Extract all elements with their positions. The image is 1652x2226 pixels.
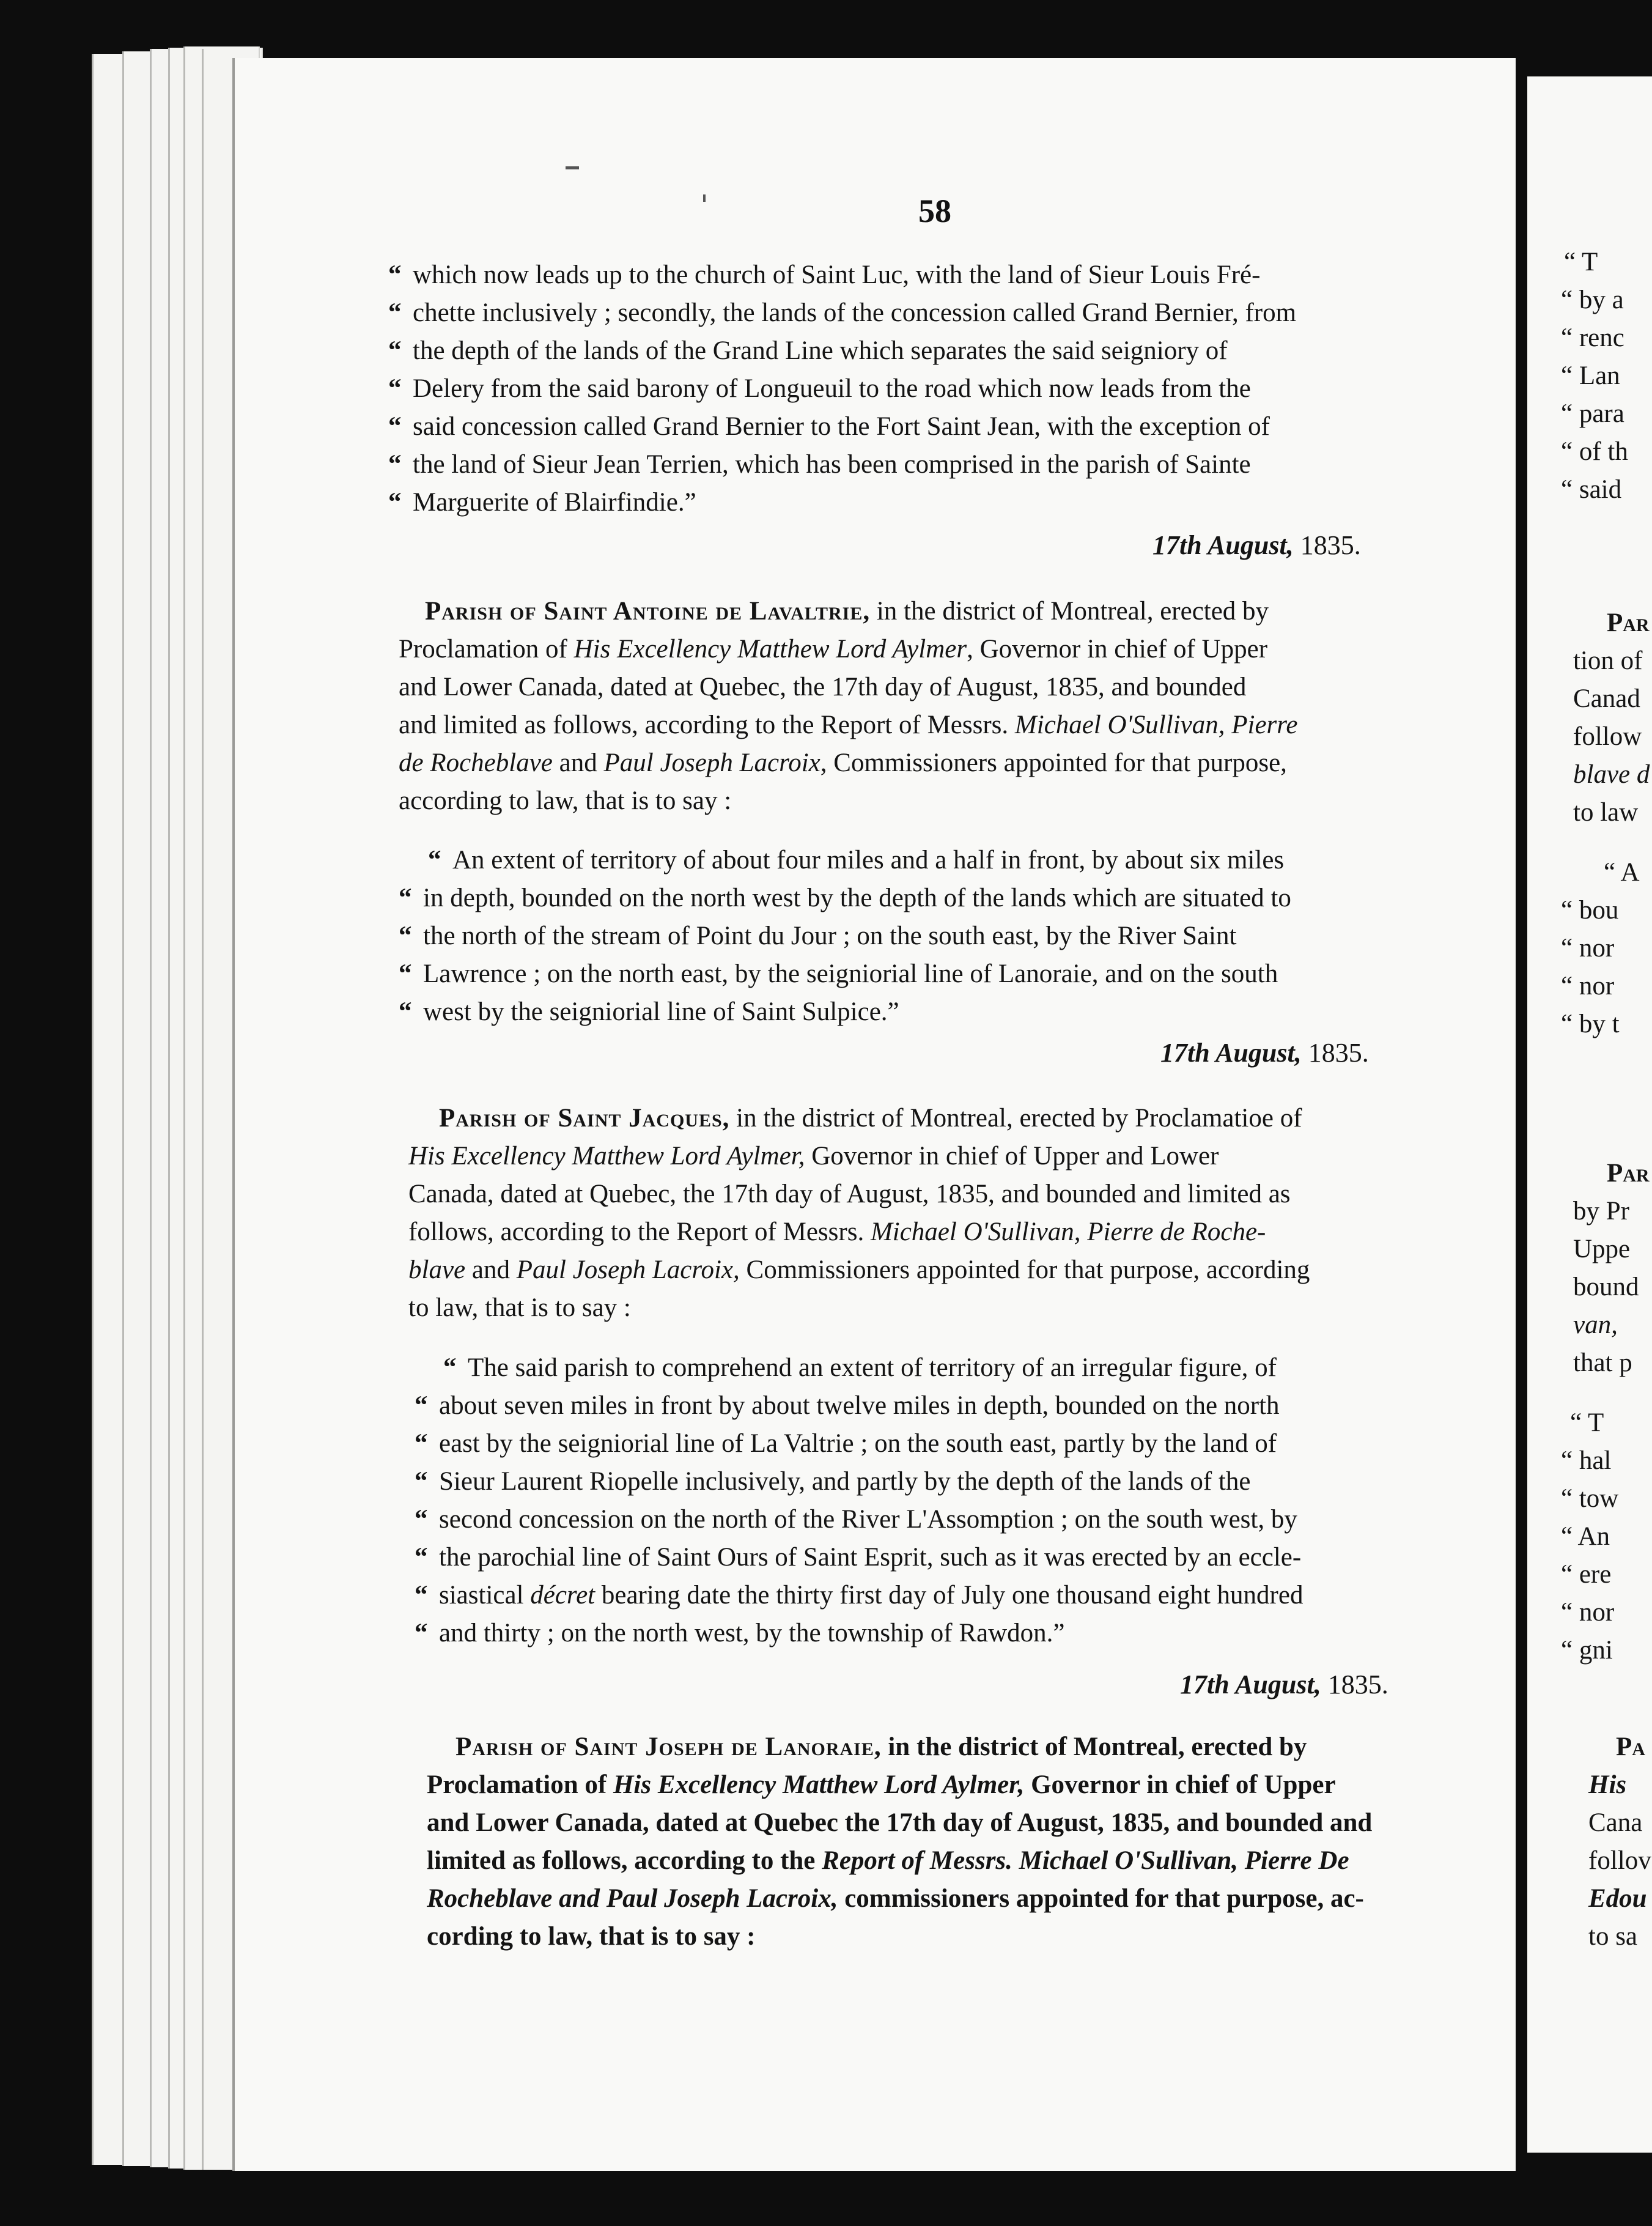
facing-page-line: Par (1607, 1159, 1650, 1188)
facing-page-line: “ hal (1561, 1446, 1612, 1475)
text-line (399, 999, 899, 1025)
facing-page-line: “ nor (1561, 972, 1615, 1000)
facing-page-line: to law (1573, 798, 1639, 827)
commissioner-names: Michael O'Sullivan, Pierre (1014, 711, 1298, 739)
text-span: follows, according to the Report of Messrs. (408, 1218, 871, 1246)
text-span: about seven miles in front by about twelve miles in depth, bounded on the north (439, 1391, 1280, 1420)
text-line: and Lower Canada, dated at Quebec the 17th day of August, 1835, and bounded and (427, 1808, 1373, 1837)
facing-page-line: “ T (1564, 248, 1598, 276)
quote-mark: “ (399, 997, 412, 1026)
dust-mark (703, 194, 706, 202)
commissioner-names: Paul Joseph Lacroix, (516, 1255, 740, 1284)
text-line (415, 1544, 1301, 1570)
governor-name: His Excellency Matthew Lord Aylmer (573, 635, 967, 664)
facing-page-line: follov (1588, 1846, 1651, 1875)
text-line (415, 1468, 1250, 1495)
facing-page-line: “ A (1604, 858, 1640, 887)
text-line (388, 338, 1489, 364)
facing-page-line: “ Lan (1561, 361, 1620, 390)
date-day: 17th August, (1152, 530, 1294, 560)
text-line (443, 1355, 1277, 1381)
quote-text: the land of Sieur Jean Terrien, which has been comprised in the parish of Sainte (413, 450, 1251, 479)
quote-mark: “ (415, 1467, 428, 1496)
text-line (425, 598, 1269, 624)
quote-mark: “ (415, 1429, 428, 1458)
parish-heading: Parish of Saint Joseph de Lanoraie, (455, 1732, 882, 1761)
date-year: 1835. (1327, 1670, 1388, 1699)
text-line: to law, that is to say : (408, 1293, 631, 1322)
facing-page-line: by Pr (1573, 1197, 1629, 1226)
quote-mark: “ (415, 1543, 428, 1572)
text-span: siastical (439, 1581, 531, 1610)
commissioner-names: de Rocheblave (399, 749, 553, 777)
text-line (415, 1430, 1277, 1457)
text-span: bearing date the thirty first day of July one thousand eight hundred (595, 1581, 1304, 1610)
text-line (427, 1885, 1364, 1912)
text-line (408, 1257, 1310, 1283)
commissioner-names: Michael O'Sullivan, Pierre de Roche- (870, 1218, 1266, 1246)
text-span: Sieur Laurent Riopelle inclusively, and partly by the depth of the lands of the (439, 1467, 1251, 1496)
text-line (408, 1143, 1219, 1169)
governor-name: His Excellency Matthew Lord Aylmer, (408, 1142, 805, 1170)
quote-text: said concession called Grand Bernier to the Fort Saint Jean, with the exception of (413, 412, 1270, 441)
text-span: Lawrence ; on the north east, by the seigniorial line of Lanoraie, and on the south (423, 960, 1278, 988)
quote-mark: “ (388, 374, 402, 403)
quote-mark: “ (415, 1505, 428, 1534)
facing-page-line: Edou (1588, 1884, 1647, 1913)
text-line (399, 961, 1278, 987)
facing-page-line: “ said (1561, 475, 1622, 504)
quote-mark: “ (415, 1619, 428, 1647)
facing-page (1527, 76, 1652, 2153)
facing-page-line: “ ere (1561, 1560, 1612, 1589)
text-span: in the district of Montreal, erected by (881, 1732, 1307, 1761)
text-span: Commissioners appointed for that purpose, according (739, 1255, 1310, 1284)
text-line (388, 262, 1489, 288)
date-day: 17th August, (1180, 1670, 1321, 1699)
facing-page-line: “ T (1570, 1408, 1604, 1437)
parish-heading: Parish of Saint Jacques, (439, 1104, 730, 1133)
text-line (399, 885, 1291, 911)
facing-page-line: “ nor (1561, 934, 1615, 963)
facing-page-line: Cana (1588, 1808, 1643, 1837)
text-line (388, 300, 1489, 326)
text-span: and (552, 749, 604, 777)
facing-page-line: blave d (1573, 760, 1650, 789)
text-line (388, 413, 1489, 440)
facing-page-line: bound (1573, 1273, 1639, 1301)
quote-mark: “ (388, 336, 402, 365)
text-span: Governor in chief of Upper (1024, 1770, 1336, 1799)
commissioner-names: blave (408, 1255, 466, 1284)
facing-page-line: “ para (1561, 399, 1624, 428)
quote-mark: “ (399, 884, 412, 912)
text-span: in the district of Montreal, erected by (870, 597, 1269, 626)
governor-name: His Excellency Matthew Lord Aylmer, (613, 1770, 1025, 1799)
text-span: in the district of Montreal, erected by Proclamatioe of (729, 1104, 1302, 1133)
quote-mark: “ (399, 922, 412, 950)
text-span: in depth, bounded on the north west by the depth of the lands which are situated to (423, 884, 1291, 912)
quote-text: chette inclusively ; secondly, the lands of the concession called Grand Bernier, from (413, 298, 1297, 327)
date-year: 1835. (1308, 1038, 1369, 1068)
text-span: and limited as follows, according to the Report of Messrs. (399, 711, 1015, 739)
parish-heading: Parish of Saint Antoine de Lavaltrie, (425, 597, 871, 626)
facing-page-line: “ by a (1561, 286, 1624, 314)
facing-page-line: follow (1573, 722, 1642, 751)
date-line (1160, 1040, 1369, 1067)
text-line (415, 1620, 1065, 1646)
commissioner-names: Paul Joseph Lacroix (603, 749, 820, 777)
text-line (408, 1219, 1266, 1245)
quote-text: Marguerite of Blairfindie.” (413, 488, 696, 517)
commissioner-names: Report of Messrs. Michael O'Sullivan, Pierre De (822, 1846, 1349, 1875)
date-year: 1835. (1300, 530, 1361, 560)
text-span: Proclamation of (427, 1770, 613, 1799)
facing-page-line: “ tow (1561, 1484, 1619, 1513)
text-line (427, 1847, 1349, 1874)
text-span: the parochial line of Saint Ours of Saint Esprit, such as it was erected by an eccle- (439, 1543, 1302, 1572)
text-line (399, 712, 1298, 738)
text-span: The said parish to comprehend an extent of territory of an irregular figure, of (468, 1353, 1277, 1382)
text-span: limited as follows, according to the (427, 1846, 822, 1875)
text-line (415, 1506, 1297, 1533)
quote-text: which now leads up to the church of Saint Luc, with the land of Sieur Louis Fré- (413, 261, 1261, 289)
text-span: Governor in chief of Upper and Lower (805, 1142, 1219, 1170)
text-line (388, 375, 1489, 402)
facing-page-line: Uppe (1573, 1235, 1631, 1263)
facing-page-line: “ of th (1561, 437, 1628, 466)
facing-page-line: “ bou (1561, 896, 1619, 925)
text-line (388, 489, 1489, 516)
quote-mark: “ (388, 488, 402, 517)
quote-mark: “ (388, 412, 402, 441)
text-line (428, 847, 1284, 873)
text-line (415, 1392, 1280, 1419)
quote-text: Delery from the said barony of Longueuil to the road which now leads from the (413, 374, 1251, 403)
facing-page-line: His (1588, 1770, 1627, 1799)
text-line (399, 923, 1236, 949)
text-span: An extent of territory of about four miles and a half in front, by about six miles (452, 846, 1285, 875)
quote-text: the depth of the lands of the Grand Line which separates the said seigniory of (413, 336, 1228, 365)
text-line (399, 636, 1267, 662)
facing-page-line: “ renc (1561, 324, 1624, 352)
facing-page-line: tion of (1573, 646, 1643, 675)
text-span: east by the seigniorial line of La Valtrie ; on the south east, partly by the land of (439, 1429, 1277, 1458)
text-span: commissioners appointed for that purpose, ac- (838, 1884, 1364, 1913)
text-span: the north of the stream of Point du Jour ; on the south east, by the River Saint (423, 922, 1237, 950)
text-line: cording to law, that is to say : (427, 1922, 756, 1951)
date-line (1180, 1671, 1388, 1698)
quote-mark: “ (443, 1353, 457, 1382)
facing-page-line: Pa (1616, 1732, 1645, 1761)
text-span: , Governor in chief of Upper (967, 635, 1268, 664)
text-line: and Lower Canada, dated at Quebec, the 17th day of August, 1835, and bounded (399, 673, 1247, 701)
quote-mark: “ (415, 1581, 428, 1610)
text-line (439, 1105, 1302, 1131)
text-line (415, 1582, 1303, 1608)
facing-page-line: van, (1573, 1311, 1618, 1339)
facing-page-line: “ nor (1561, 1598, 1615, 1627)
text-line: Canada, dated at Quebec, the 17th day of August, 1835, and bounded and limited as (408, 1180, 1291, 1208)
date-day: 17th August, (1160, 1038, 1302, 1068)
text-span: décret (530, 1581, 596, 1610)
quote-mark: “ (388, 450, 402, 479)
text-line (399, 750, 1287, 776)
quote-mark: “ (415, 1391, 428, 1420)
text-line (455, 1734, 1307, 1760)
text-line (388, 451, 1489, 478)
quote-mark: “ (428, 846, 441, 875)
text-line: according to law, that is to say : (399, 786, 732, 815)
facing-page-line: “ An (1561, 1522, 1610, 1551)
dust-mark (566, 166, 579, 169)
facing-page-line: “ gni (1561, 1636, 1613, 1665)
facing-page-line: “ by t (1561, 1010, 1620, 1038)
date-line (1152, 532, 1361, 559)
text-span: second concession on the north of the River L'Assomption ; on the south west, by (439, 1505, 1297, 1534)
text-span: and thirty ; on the north west, by the township of Rawdon.” (439, 1619, 1065, 1647)
text-span: and (465, 1255, 517, 1284)
facing-page-line: to sa (1588, 1922, 1638, 1951)
facing-page-line: that p (1573, 1348, 1632, 1377)
facing-page-line: Par (1607, 608, 1650, 637)
quote-mark: “ (388, 261, 402, 289)
text-line (427, 1772, 1336, 1798)
page-number: 58 (918, 193, 951, 229)
text-span: Proclamation of (399, 635, 574, 664)
quote-mark: “ (388, 298, 402, 327)
text-span: west by the seigniorial line of Saint Sulpice.” (423, 997, 899, 1026)
commissioner-names: Rocheblave and Paul Joseph Lacroix, (427, 1884, 838, 1913)
quote-mark: “ (399, 960, 412, 988)
facing-page-line: Canad (1573, 684, 1640, 713)
text-span: , Commissioners appointed for that purpose, (820, 749, 1287, 777)
